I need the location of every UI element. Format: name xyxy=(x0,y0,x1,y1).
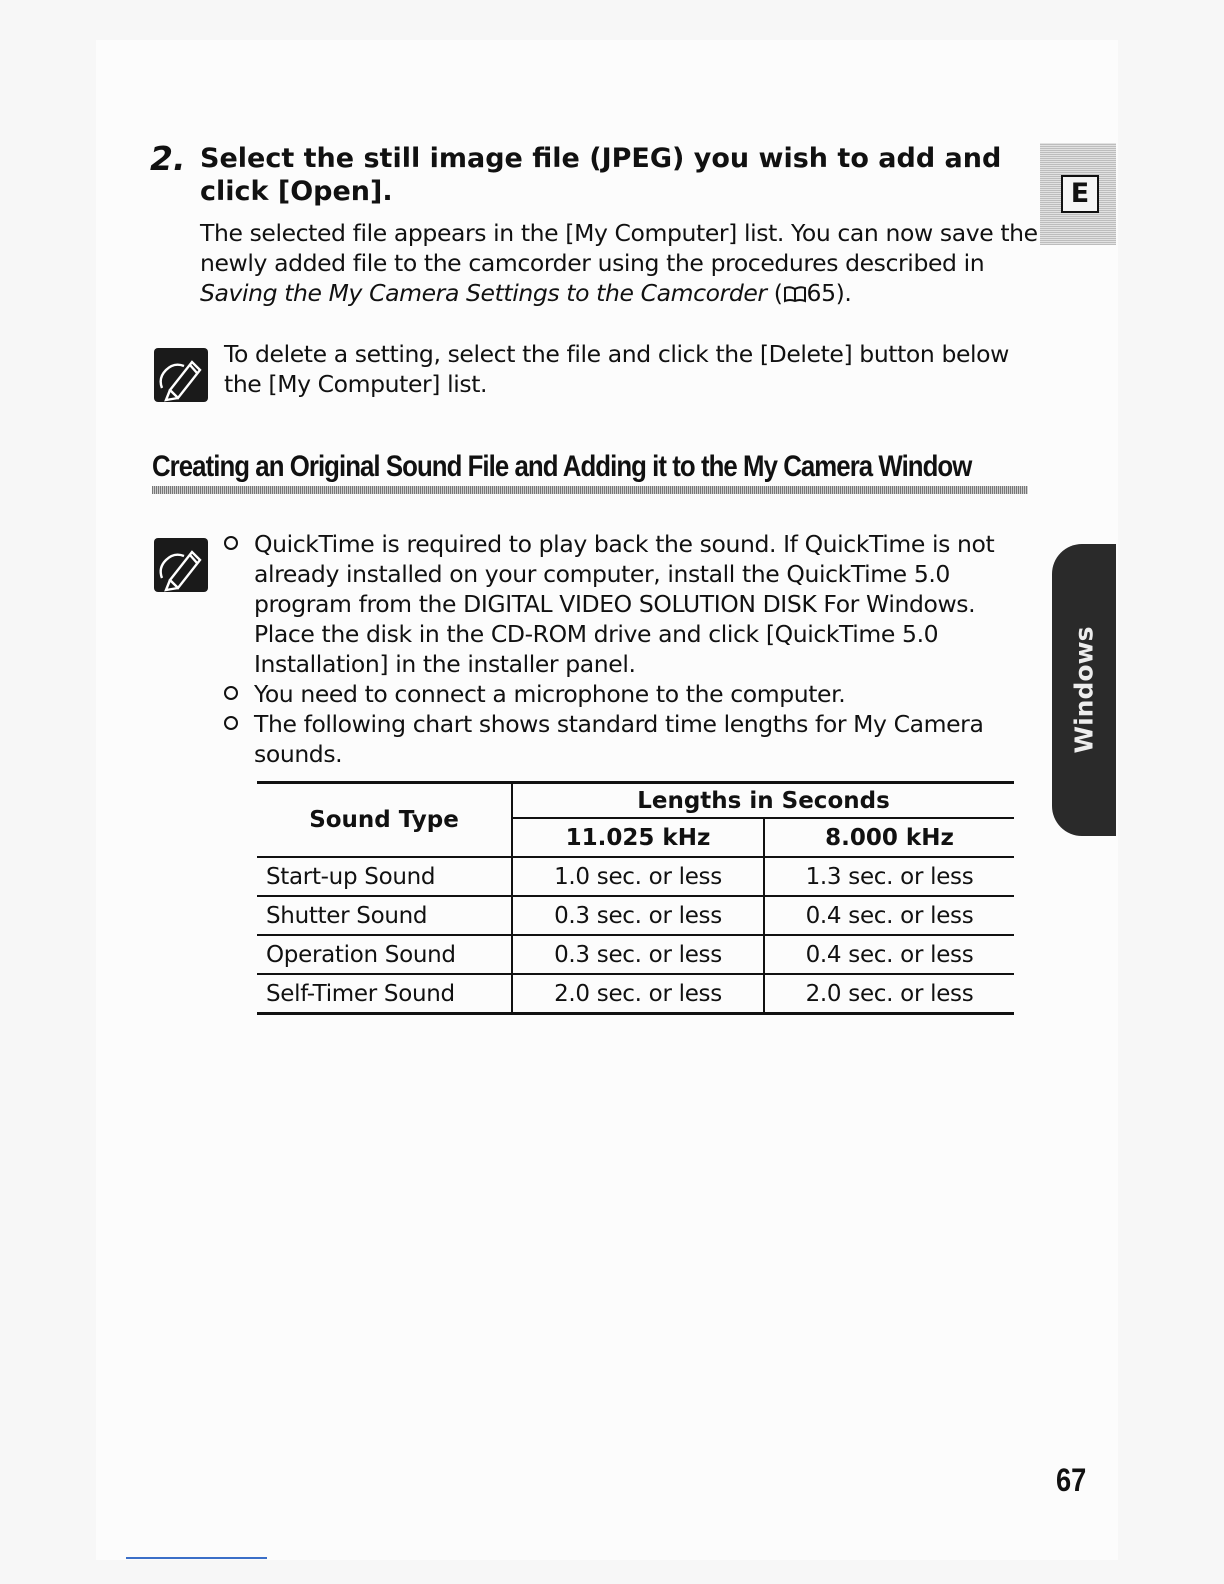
step-body xyxy=(200,218,1040,308)
cell-sound-type: Operation Sound xyxy=(257,935,512,974)
footer-rule xyxy=(126,1557,267,1559)
step-number: 2. xyxy=(150,139,186,178)
cell-length-11025: 2.0 sec. or less xyxy=(512,974,764,1014)
list-item: The following chart shows standard time lengths for My Camera sounds. xyxy=(222,709,1022,769)
cell-length-8000: 0.4 sec. or less xyxy=(764,896,1014,935)
section-rule xyxy=(152,486,1028,494)
table-row xyxy=(257,974,1014,1014)
circle-bullet-icon xyxy=(224,536,238,550)
header-freq-8000: 8.000 kHz xyxy=(764,818,1014,857)
header-freq-11025: 11.025 kHz xyxy=(512,818,764,857)
cell-length-11025: 0.3 sec. or less xyxy=(512,935,764,974)
cell-length-8000: 1.3 sec. or less xyxy=(764,857,1014,896)
step-title: Select the still image file (JPEG) you wish to add and click [Open]. xyxy=(200,143,1002,207)
page-number: 67 xyxy=(1056,1462,1087,1498)
cell-length-8000: 0.4 sec. or less xyxy=(764,935,1014,974)
list-item: You need to connect a microphone to the computer. xyxy=(222,679,1022,709)
list-item: QuickTime is required to play back the sound. If QuickTime is not already installed on your computer, install the QuickTime 5.0 program from the DIGITAL VIDEO SOLUTION DISK For Windows. Place the disk in the CD-ROM drive and click [QuickTime 5.0 Installation] in the installer panel. xyxy=(222,529,1022,679)
step-ref-page: 65 xyxy=(806,279,836,307)
book-reference-icon xyxy=(783,285,807,303)
cell-length-11025: 0.3 sec. or less xyxy=(512,896,764,935)
header-lengths: Lengths in Seconds xyxy=(512,783,1014,819)
cell-length-8000: 2.0 sec. or less xyxy=(764,974,1014,1014)
language-label: E xyxy=(1061,175,1099,213)
step-ref-close: ). xyxy=(835,279,852,307)
header-sound-type: Sound Type xyxy=(257,783,512,858)
cell-length-11025: 1.0 sec. or less xyxy=(512,857,764,896)
cell-sound-type: Start-up Sound xyxy=(257,857,512,896)
step-body-italic: Saving the My Camera Settings to the Camcorder xyxy=(200,279,767,307)
step-ref-open: ( xyxy=(766,279,783,307)
circle-bullet-icon xyxy=(224,716,238,730)
note-delete-setting: To delete a setting, select the file and click the [Delete] button below the [My Computer] list. xyxy=(224,340,1009,398)
section-heading: Creating an Original Sound File and Adding it to the My Camera Window xyxy=(152,450,972,483)
table-row xyxy=(257,935,1014,974)
cell-sound-type: Shutter Sound xyxy=(257,896,512,935)
table-row xyxy=(257,857,1014,896)
step-body-text: The selected file appears in the [My Computer] list. You can now save the newly added file to the camcorder using the procedures described in xyxy=(200,219,1038,277)
circle-bullet-icon xyxy=(224,686,238,700)
note-bullet-list xyxy=(222,529,1022,769)
sound-length-table xyxy=(257,781,1014,1015)
note-pencil-icon xyxy=(154,348,208,402)
note-pencil-icon xyxy=(154,538,208,592)
table-row xyxy=(257,896,1014,935)
cell-sound-type: Self-Timer Sound xyxy=(257,974,512,1014)
